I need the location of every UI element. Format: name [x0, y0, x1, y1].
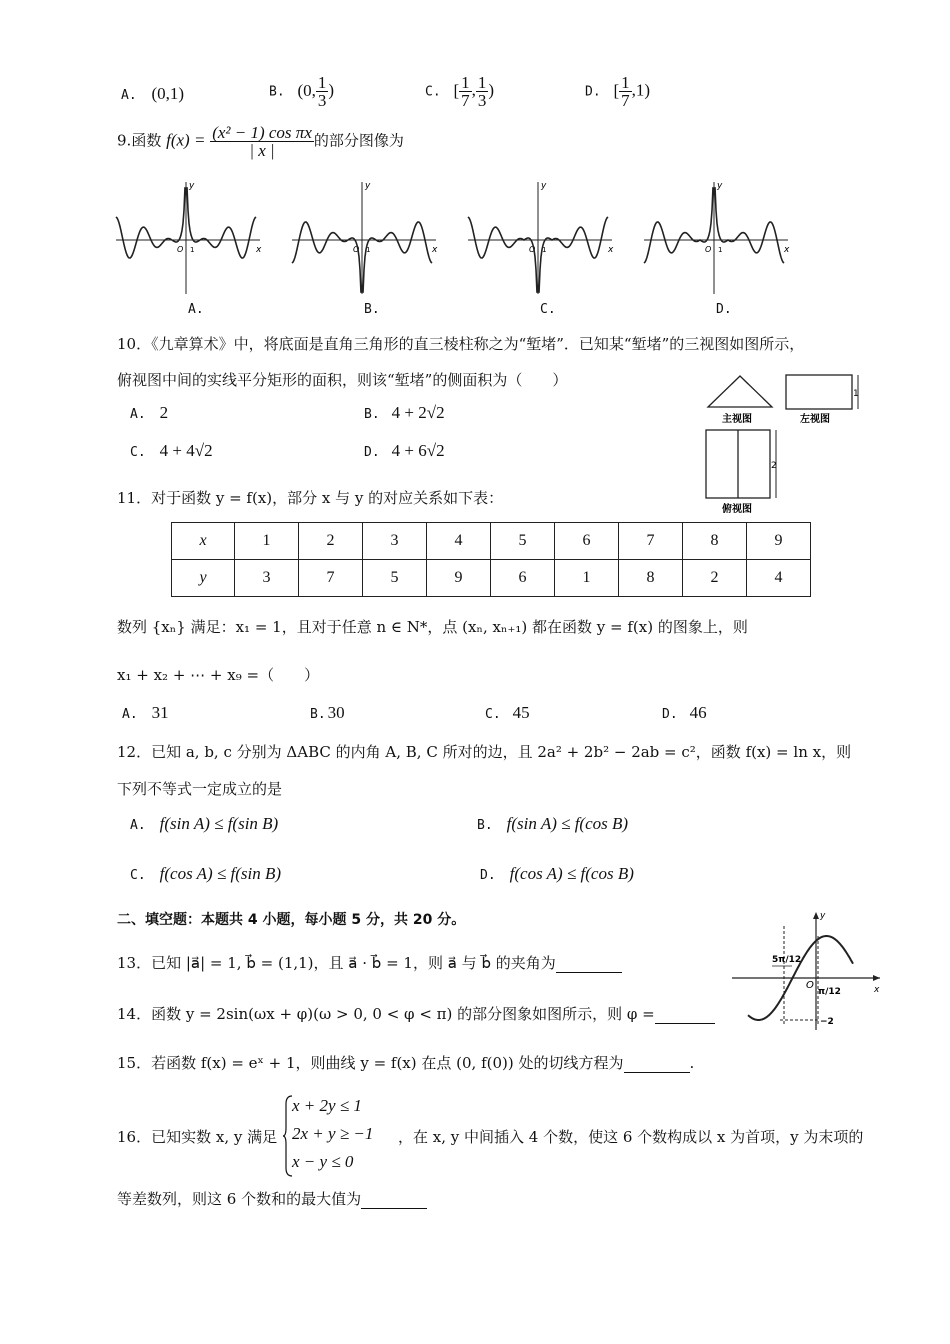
denominator: 7: [621, 91, 630, 110]
option-label: B.: [477, 818, 493, 833]
fraction: [316, 74, 329, 109]
stem-text: 函数: [131, 131, 162, 150]
answer-blank[interactable]: [556, 954, 622, 973]
y-label: y: [820, 911, 826, 921]
option-value-post: ): [328, 80, 335, 100]
x-arrow: [873, 975, 880, 981]
denominator: 3: [317, 91, 327, 110]
x-label: x: [784, 245, 790, 255]
q14: [117, 1003, 715, 1024]
option-value: 31: [151, 703, 169, 722]
numerator: 1: [317, 73, 327, 92]
table-cell: 4: [427, 523, 491, 560]
option-value: f(sin A) ≤ f(cos B): [506, 814, 629, 833]
comma: ,: [471, 80, 476, 100]
q13: [117, 952, 622, 973]
q11-option-c: [485, 703, 530, 723]
front-view: [708, 376, 772, 407]
option-label: B.: [269, 84, 285, 100]
option-value: 45: [512, 703, 530, 722]
option-value-pre: [: [613, 80, 620, 100]
q16-pre: 16．已知实数 x, y 满足: [117, 1128, 278, 1146]
numerator: 1: [461, 73, 470, 92]
y-label: y: [365, 181, 371, 191]
brace-path: [283, 1096, 292, 1176]
table-cell: 5: [363, 560, 427, 597]
q10-option-c: [130, 441, 213, 461]
q12-option-b: [477, 814, 628, 834]
numerator: 1: [621, 73, 630, 92]
period: .: [689, 1054, 695, 1072]
denominator: | x |: [249, 141, 275, 160]
table-header-y: y: [172, 560, 235, 597]
option-value: f(cos A) ≤ f(sin B): [159, 864, 282, 883]
denominator: 3: [477, 91, 487, 110]
origin-label: O: [705, 245, 712, 254]
q8-option-c: [425, 74, 494, 109]
option-label: D.: [480, 868, 496, 883]
table-cell: 1: [235, 523, 299, 560]
q11-option-d: [662, 703, 707, 723]
q11-table: [171, 522, 811, 597]
table-cell: 2: [683, 560, 747, 597]
fraction: [619, 74, 632, 109]
label-5pi12: 5π/12: [772, 955, 802, 965]
q10-line2: 俯视图中间的实线平分矩形的面积，则该“堑堵”的侧面积为（ ）: [117, 371, 568, 389]
q11-line3: x₁ + x₂ + ⋯ + x₉ =（ ）: [117, 666, 320, 684]
q15-text: 15．若函数 f(x) = eˣ + 1，则曲线 y = f(x) 在点 (0, f(0)) 处的切线方程为: [117, 1054, 624, 1072]
option-value-pre: [: [453, 80, 460, 100]
option-value-post: ,1): [631, 80, 651, 100]
q10-three-views: [700, 370, 880, 520]
table-header-x: x: [172, 523, 235, 560]
numerator: (x² − 1) cos πx: [212, 123, 312, 142]
function-fraction: [210, 124, 314, 159]
origin-label: O: [353, 245, 360, 254]
y-arrow: [813, 912, 819, 919]
option-label: C.: [485, 707, 501, 722]
fraction: [476, 74, 489, 109]
tick-label: 1: [366, 246, 371, 254]
graph-label-d: D.: [716, 302, 732, 317]
q12-line1: 12．已知 a, b, c 分别为 ΔABC 的内角 A, B, C 所对的边，且 2a² + 2b² − 2ab = c²，函数 f(x) = ln x，则: [117, 743, 852, 761]
table-row: [172, 523, 811, 560]
left-view-label: 左视图: [800, 414, 830, 425]
answer-blank[interactable]: [361, 1190, 427, 1209]
q10-option-b: [364, 403, 445, 423]
x-label: x: [874, 985, 880, 995]
option-label: D.: [364, 445, 380, 460]
q10-option-a: [130, 403, 168, 423]
q12-option-d: [480, 864, 634, 884]
denominator: 7: [461, 91, 470, 110]
left-view: [786, 375, 852, 409]
q11-stem: 11．对于函数 y = f(x)，部分 x 与 y 的对应关系如下表：: [117, 489, 504, 507]
option-value: (0,1): [151, 84, 185, 103]
constraint-2: 2x + y ≥ −1: [292, 1124, 374, 1143]
table-cell: 5: [491, 523, 555, 560]
q8-option-a: [121, 84, 184, 104]
graph-label-a: A.: [188, 302, 204, 317]
tick-label: 1: [190, 246, 195, 254]
table-cell: 3: [235, 560, 299, 597]
y-label: y: [717, 181, 723, 191]
table-cell: 7: [619, 523, 683, 560]
option-value: f(sin A) ≤ f(sin B): [159, 814, 279, 833]
q15: [117, 1052, 694, 1073]
option-label: C.: [130, 445, 146, 460]
stem-text: 的部分图像为: [313, 131, 404, 150]
graph-label-c: C.: [540, 302, 556, 317]
q13-text: 13．已知 |a⃗| = 1, b⃗ = (1,1)，且 a⃗ · b⃗ = 1，则 a⃗ 与 b⃗ 的夹角为: [117, 954, 556, 972]
table-cell: 2: [299, 523, 363, 560]
x-label: x: [608, 245, 614, 255]
constraint-1: x + 2y ≤ 1: [292, 1096, 362, 1115]
tick-label: 1: [542, 246, 547, 254]
origin-label: O: [806, 980, 814, 991]
table-cell: 4: [747, 560, 811, 597]
origin-label: O: [177, 245, 184, 254]
option-label: C.: [425, 84, 441, 100]
table-cell: 9: [427, 560, 491, 597]
option-label: A.: [130, 407, 146, 422]
x-label: x: [256, 245, 262, 255]
q8-option-d: [585, 74, 650, 109]
q9-stem: [117, 124, 404, 159]
option-value: 4 + 6√2: [391, 441, 445, 460]
table-row: [172, 560, 811, 597]
label-neg2: −2: [820, 1017, 834, 1027]
question-number: 9.: [117, 131, 132, 150]
option-value: 30: [327, 703, 345, 722]
option-label: C.: [130, 868, 146, 883]
y-label: y: [189, 181, 195, 191]
y-label: y: [541, 181, 547, 191]
table-cell: 8: [619, 560, 683, 597]
table-cell: 8: [683, 523, 747, 560]
option-value: 2: [159, 403, 169, 422]
q11-line2: 数列 {xₙ} 满足：x₁ = 1，且对于任意 n ∈ N*，点 (xₙ, xₙ₊₁) 都在函数 y = f(x) 的图象上，则: [117, 618, 748, 636]
front-view-label: 主视图: [722, 414, 752, 425]
option-value-post: ): [488, 80, 495, 100]
q11-option-b: [310, 703, 345, 723]
option-value: 46: [689, 703, 707, 722]
table-cell: 6: [555, 523, 619, 560]
q10-option-d: [364, 441, 445, 461]
table-cell: 1: [555, 560, 619, 597]
table-cell: 6: [491, 560, 555, 597]
option-value: f(cos A) ≤ f(cos B): [509, 864, 634, 883]
x-label: x: [432, 245, 438, 255]
option-label: A.: [122, 707, 138, 722]
constraint-3: x − y ≤ 0: [292, 1152, 354, 1171]
option-value: 4 + 2√2: [391, 403, 445, 422]
option-label: B.: [310, 707, 326, 722]
numerator: 1: [477, 73, 487, 92]
dim-label-1: 1: [853, 389, 859, 399]
answer-blank[interactable]: [624, 1054, 690, 1073]
fraction: [459, 74, 472, 109]
q12-option-a: [130, 814, 278, 834]
option-label: A.: [121, 88, 137, 103]
answer-blank[interactable]: [655, 1005, 715, 1024]
q11-option-a: [122, 703, 169, 723]
tick-label: 1: [718, 246, 723, 254]
dim-label-2: 2: [771, 461, 777, 471]
q16-line2: 等差数列，则这 6 个数和的最大值为: [117, 1190, 362, 1208]
origin-label: O: [529, 245, 536, 254]
table-cell: 9: [747, 523, 811, 560]
q14-graph: [728, 906, 888, 1034]
label-pi12: π/12: [818, 987, 841, 997]
q10-line1: 10．《九章算术》中，将底面是直角三角形的直三棱柱称之为“堑堵”．已知某“堑堵”的三视图如图所示，: [117, 335, 805, 353]
q12-line2: 下列不等式一定成立的是: [117, 780, 283, 798]
graph-label-b: B.: [364, 302, 380, 317]
function-name: f(x) =: [166, 130, 206, 150]
option-label: B.: [364, 407, 380, 422]
q8-option-b: [269, 74, 334, 109]
q9-graphs: [110, 178, 800, 298]
section-title: 二、填空题：本题共 4 小题，每小题 5 分，共 20 分。: [117, 912, 466, 928]
q16-post: ，在 x, y 中间插入 4 个数，使这 6 个数构成以 x 为首项，y 为末项的: [398, 1128, 864, 1146]
table-cell: 7: [299, 560, 363, 597]
option-label: A.: [130, 818, 146, 833]
q16-line2-wrap: [117, 1188, 427, 1209]
q12-option-c: [130, 864, 281, 884]
table-cell: 3: [363, 523, 427, 560]
option-label: D.: [585, 84, 601, 100]
option-label: D.: [662, 707, 678, 722]
option-value-pre: (0,: [297, 80, 316, 100]
option-value: 4 + 4√2: [159, 441, 213, 460]
top-view-label: 俯视图: [722, 504, 752, 515]
right-angle-mark: [732, 376, 748, 384]
q14-text: 14．函数 y = 2sin(ωx + φ)(ω > 0, 0 < φ < π) 的部分图象如图所示，则 φ =: [117, 1005, 655, 1023]
